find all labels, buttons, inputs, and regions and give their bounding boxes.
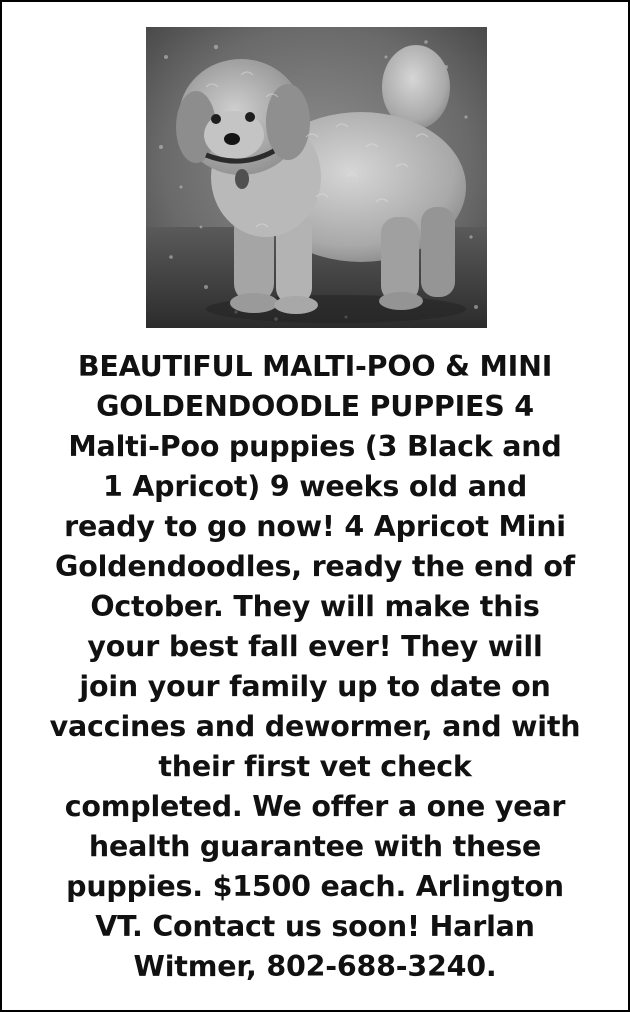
ad-body-text (20, 347, 610, 987)
ad-text-line: VT. Contact us soon! Harlan (95, 910, 535, 943)
puppy-photo (146, 27, 487, 328)
ad-text-line: Witmer, 802-688-3240. (133, 950, 497, 983)
ad-text-line: GOLDENDOODLE PUPPIES 4 (96, 390, 534, 423)
ad-text-line: their first vet check (158, 750, 472, 783)
ad-text-line: October. They will make this (90, 590, 540, 623)
puppy-image (146, 27, 487, 328)
ad-text-line: vaccines and dewormer, and with (49, 710, 581, 743)
ad-text-line: join your family up to date on (79, 670, 551, 703)
ad-text-line: Malti-Poo puppies (3 Black and (68, 430, 562, 463)
ad-text-line: completed. We offer a one year (64, 790, 566, 823)
ad-text-line: BEAUTIFUL MALTI-POO & MINI (77, 350, 553, 383)
ad-text-line: puppies. $1500 each. Arlington (66, 870, 564, 903)
ad-text-line: Goldendoodles, ready the end of (55, 550, 575, 583)
ad-text-line: ready to go now! 4 Apricot Mini (64, 510, 566, 543)
ad-text-line: health guarantee with these (88, 830, 542, 863)
ad-text-line: 1 Apricot) 9 weeks old and (102, 470, 528, 503)
ad-text-line: your best fall ever! They will (87, 630, 543, 663)
